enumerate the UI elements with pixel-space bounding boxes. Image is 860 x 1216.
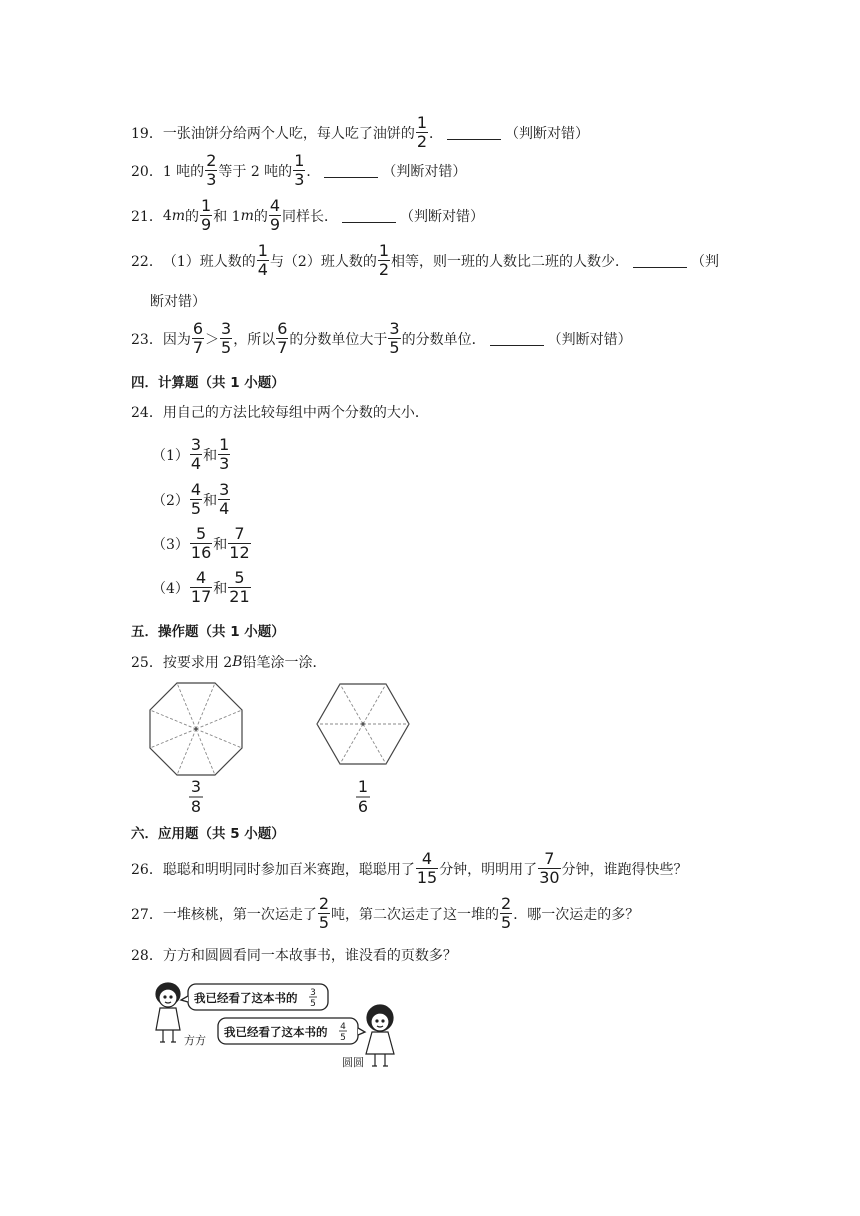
fraction: $\frac{1}{2}$ (416, 113, 428, 151)
question-28 (131, 945, 457, 965)
fraction: $\frac{4}{5}$ (190, 480, 202, 518)
judge-label-part1: （判 (691, 253, 720, 270)
section-heading-6: 六．应用题（共 5 小题） (131, 826, 285, 842)
question-20: 20． 1 吨的 $\frac{2}{3}$ 等于 2 吨的 $\frac{1}{3}$ ． （判断对错） (131, 151, 467, 189)
question-number: 22． (131, 253, 163, 270)
fraction: $\frac{1}{4}$ (257, 241, 268, 279)
fraction: $\frac{6}{7}$ (192, 319, 204, 357)
speech-bubble-1 (181, 984, 328, 1010)
judge-label: （判断对错） (547, 331, 632, 348)
fraction: $\frac{1}{3}$ (219, 435, 230, 473)
fraction: $\frac{2}{3}$ (206, 151, 217, 189)
question-text: 一张油饼分给两个人吃，每人吃了油饼的 (162, 125, 415, 142)
svg-text:8: 8 (190, 797, 202, 814)
question-number: 19． (131, 125, 163, 142)
fraction: $\frac{1}{2}$ (378, 241, 390, 279)
svg-text:3: 3 (190, 777, 202, 796)
svg-text:我已经看了这本书的: 我已经看了这本书的 (194, 991, 298, 1005)
fraction: $\frac{2}{5}$ (318, 894, 330, 932)
svg-text:5: 5 (310, 999, 316, 1009)
section-heading-4: 四．计算题（共 1 小题） (131, 375, 285, 391)
sub-item-1: （1） $\frac{3}{4}$ 和 $\frac{1}{3}$ (152, 435, 230, 473)
question-number: 28． (131, 948, 163, 964)
octagon-fraction-label (189, 777, 203, 814)
answer-blank[interactable] (324, 163, 378, 178)
question-number: 25． (131, 655, 163, 671)
judge-label: （判断对错） (400, 208, 485, 225)
fraction: $\frac{3}{4}$ (219, 480, 230, 518)
name-yuanyuan: 圆圆 (342, 1056, 364, 1069)
question-26: 26． 聪聪和明明同时参加百米赛跑，聪聪用了 $\frac{4}{15}$ 分钟，明明用了 $\frac{7}{30}$ 分钟，谁跑得快些？ (131, 849, 688, 887)
svg-text:我已经看了这本书的: 我已经看了这本书的 (224, 1025, 328, 1039)
fraction: $\frac{3}{4}$ (190, 435, 202, 473)
question-22-continued (150, 291, 206, 311)
fraction: $\frac{1}{9}$ (201, 196, 212, 234)
svg-text:6: 6 (357, 797, 369, 814)
answer-blank[interactable] (447, 125, 501, 140)
svg-text:4: 4 (340, 1022, 346, 1032)
svg-text:5: 5 (340, 1033, 346, 1043)
question-number: 20． (131, 163, 163, 180)
fraction: $\frac{4}{9}$ (269, 196, 281, 234)
question-21: 21． 4 m 的 $\frac{1}{9}$ 和 1 m 的 $\frac{4}{9}$ 同样长． （判断对错） (131, 196, 485, 234)
octagon-figure[interactable] (150, 683, 242, 775)
fraction: $\frac{4}{17}$ (190, 568, 212, 606)
judge-label: （判断对错） (505, 125, 590, 142)
dialogue-illustration (148, 978, 408, 1078)
question-number: 24． (131, 405, 163, 421)
question-number: 21． (131, 208, 163, 225)
question-25: 25． 按要求用 2 B 铅笔涂一涂． (131, 654, 327, 671)
question-number: 27． (131, 906, 163, 923)
sub-item-2: （2） $\frac{4}{5}$ 和 $\frac{3}{4}$ (152, 480, 230, 518)
fraction: $\frac{1}{3}$ (294, 151, 305, 189)
girl-fangfang-illustration (156, 983, 180, 1042)
question-text: 用自己的方法比较每组中两个分数的大小． (162, 405, 429, 421)
shape-figures (148, 678, 418, 814)
section-heading-5: 五．操作题（共 1 小题） (131, 624, 285, 640)
question-number: 26． (131, 861, 163, 878)
fraction: $\frac{2}{5}$ (501, 894, 512, 932)
question-text: 方方和圆圆看同一本故事书，谁没看的页数多？ (162, 948, 457, 964)
speech-bubble-2 (218, 1018, 365, 1044)
hexagon-fraction-label (356, 777, 370, 814)
fraction: $\frac{5}{16}$ (190, 524, 212, 562)
judge-label: （判断对错） (382, 163, 467, 180)
judge-label-part2: 断对错） (150, 294, 206, 310)
answer-blank[interactable] (633, 253, 687, 268)
fraction: $\frac{5}{21}$ (229, 568, 250, 606)
name-fangfang: 方方 (184, 1034, 206, 1047)
sub-item-4: （4） $\frac{4}{17}$ 和 $\frac{5}{21}$ (152, 568, 250, 606)
svg-text:1: 1 (357, 777, 369, 796)
question-19: 19． 一张油饼分给两个人吃，每人吃了油饼的 $\frac{1}{2}$ ． （判断对错） (131, 113, 590, 151)
answer-blank[interactable] (490, 331, 544, 346)
fraction: $\frac{7}{30}$ (539, 849, 560, 887)
question-number: 23． (131, 331, 163, 348)
question-22: 22． （1）班人数的 $\frac{1}{4}$ 与（2）班人数的 $\frac{1}{2}$ 相等，则一班的人数比二班的人数少． （判 (131, 241, 720, 279)
fraction: $\frac{3}{5}$ (221, 319, 232, 357)
fraction: $\frac{7}{12}$ (229, 524, 250, 562)
sub-item-3: （3） $\frac{5}{16}$ 和 $\frac{7}{12}$ (152, 524, 250, 562)
question-27: 27． 一堆核桃，第一次运走了 $\frac{2}{5}$ 吨，第二次运走了这一堆的 $\frac{2}{5}$ ．哪一次运走的多？ (131, 894, 640, 932)
fraction: $\frac{3}{5}$ (389, 319, 400, 357)
fraction: $\frac{4}{15}$ (416, 849, 438, 887)
fraction: $\frac{6}{7}$ (277, 319, 288, 357)
answer-blank[interactable] (342, 208, 396, 223)
question-23: 23． 因为 $\frac{6}{7}$ ＞ $\frac{3}{5}$ ，所以 $\frac{6}{7}$ 的分数单位大于 $\frac{3}{5}$ 的分数单位． （判断对错） (131, 319, 632, 357)
svg-text:3: 3 (310, 988, 316, 998)
hexagon-figure[interactable] (317, 684, 409, 764)
question-24 (131, 402, 429, 422)
girl-yuanyuan-illustration (366, 1005, 394, 1066)
